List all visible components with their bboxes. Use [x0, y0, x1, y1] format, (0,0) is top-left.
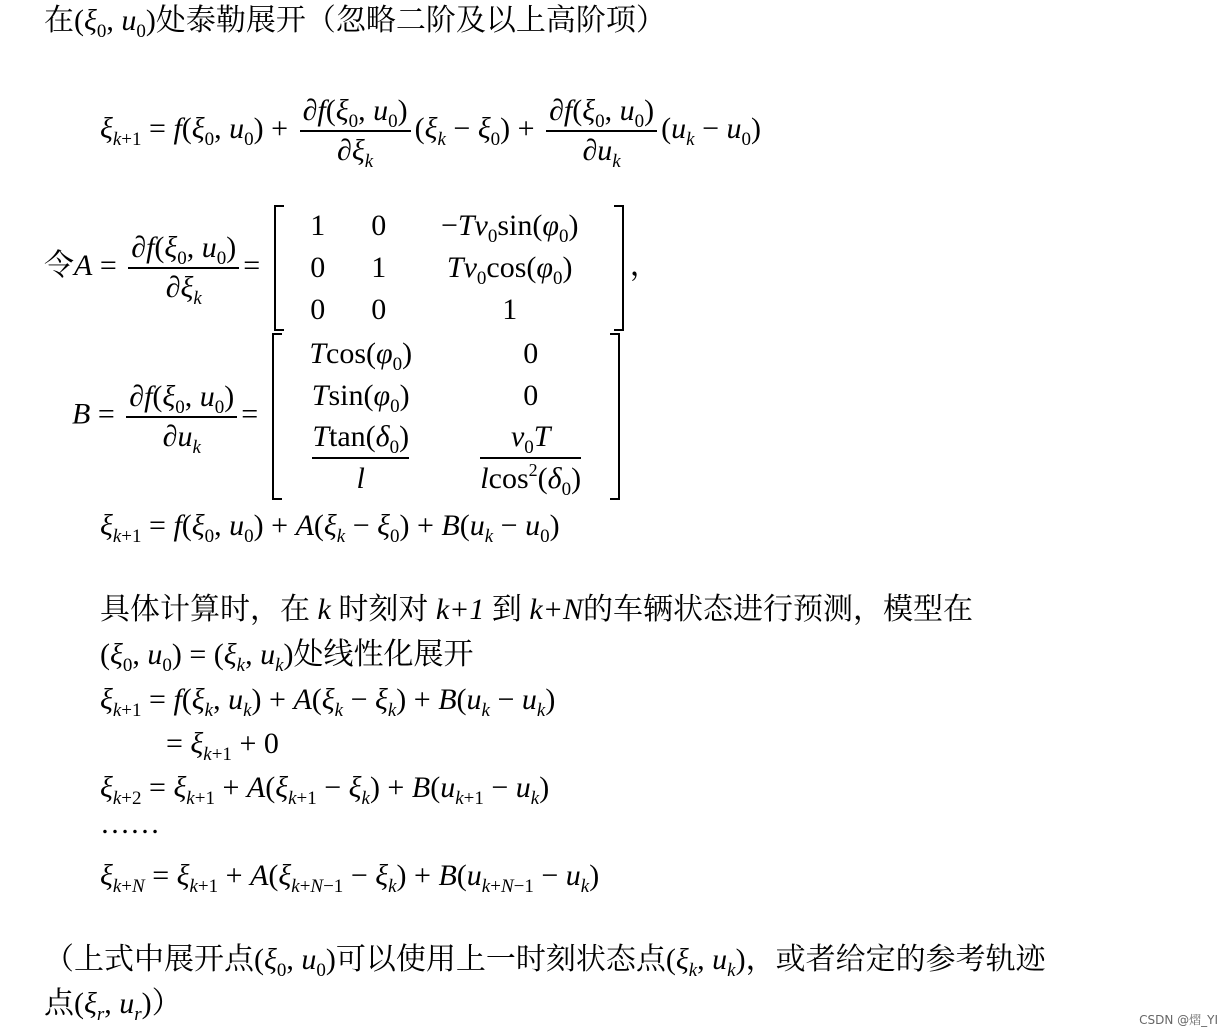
matrix-a: 1 0 $-Tv_0\sin(\varphi_0)$ 0 1 $Tv_0\cos(\varphi_0)$ 0 0 1 — [274, 205, 624, 331]
note-line2: 点($\xi_r$, $u_r$)） — [44, 987, 182, 1025]
para-text-3: 到 — [491, 593, 522, 626]
note-text-4: 点 — [44, 987, 74, 1020]
calc-paragraph-line1 — [100, 592, 973, 628]
intro-tail-text: 处泰勒展开（忽略二阶及以上高阶项） — [155, 4, 666, 37]
taylor-equation: $\xi_{k+1} = f(\xi_0$, $u_0$) + $\frac{\partial f(\xi_0, u_0)}{\partial\xi_k}$ $(\xi_k - \xi_0)$ + $\frac{\partial f(\xi_0, u_0)}{\partial u_k}$ $(u_k - u_0)$ — [100, 94, 761, 172]
para-text-4: 的车辆状态进行预测，模型在 — [582, 593, 973, 626]
note-text-3: ，或者给定的参考轨迹 — [745, 943, 1046, 976]
matrix-b: $Tcos(\varphi_0)$ 0 $Tsin(\varphi_0)$ 0 $\frac{Ttan(\delta_0)}{l}$ $\frac{v_0T}{lcos^2(\delta_0)}$ — [272, 333, 620, 500]
prediction-kn-equation: $\xi_{k+N} = \xi_{k+1} + A(\xi_{k+N-1} - \xi_k) + B(u_{k+N-1} - u_k)$ — [100, 859, 600, 897]
comma-text: ， — [629, 248, 660, 282]
note-text-2: 可以使用上一时刻状态点 — [335, 943, 666, 976]
ellipsis-line — [100, 806, 160, 842]
calc-paragraph-line2: ($\xi_0$, $u_0) = (\xi_k$, $u_k$)处线性化展开 — [100, 638, 474, 676]
intro-line: 在($\xi_0$, $u_0$)处泰勒展开（忽略二阶及以上高阶项） — [44, 4, 666, 42]
prediction-k1-simplified: = $\xi_{k+1} + 0$ — [166, 727, 279, 765]
prediction-k2-equation: $\xi_{k+2} = \xi_{k+1} + A(\xi_{k+1} - \xi_k) + B(u_{k+1} - u_k)$ — [100, 771, 550, 809]
matrix-a-equation: 令A = $\frac{\partial f(\xi_0, u_0)}{\partial\xi_k}$ = 1 0 $-Tv_0\sin(\varphi_0)$ 0 1 $Tv_0\cos(\varphi_0)$ 0 0 1 ， — [44, 205, 660, 331]
para-kn: k+N — [529, 593, 583, 626]
partial-f-u-fraction: $\frac{\partial f(\xi_0, u_0)}{\partial u_k}$ — [546, 92, 657, 170]
prediction-k1-equation: $\xi_{k+1} = f(\xi_k$, $u_k) + A(\xi_k - \xi_k) + B(u_k - u_k)$ — [100, 683, 556, 721]
para-text-1: 具体计算时，在 — [100, 593, 310, 626]
para-k1: k+1 — [435, 593, 485, 626]
para-text-5: 处线性化展开 — [293, 638, 474, 671]
watermark: CSDN @熠_YI — [1139, 1013, 1218, 1027]
note-text-5: ） — [151, 987, 182, 1020]
para-text-2: 时刻对 — [338, 593, 429, 626]
matrix-b-equation: B = $\frac{\partial f(\xi_0, u_0)}{\partial u_k}$ = $Tcos(\varphi_0)$ 0 $Tsin(\varphi_0)$ 0 $\frac{Ttan(\delta_0)}{l}$ $\frac{v_0T}{lcos^2(\delta_0)}$ — [72, 333, 626, 500]
matrix-a-fraction: $\frac{\partial f(\xi_0, u_0)}{\partial\xi_k}$ — [128, 229, 239, 307]
matrix-b-fraction: $\frac{\partial f(\xi_0, u_0)}{\partial u_k}$ — [126, 378, 237, 456]
note-line1: （上式中展开点($\xi_0$, $u_0$)可以使用上一时刻状态点($\xi_k$, $u_k$)，或者给定的参考轨迹 — [44, 943, 1046, 981]
ellipsis-text: …… — [100, 807, 160, 840]
linearized-equation: $\xi_{k+1} = f(\xi_0$, $u_0) + A(\xi_k - \xi_0) + B(u_k - u_0)$ — [100, 509, 560, 547]
let-text: 令 — [44, 248, 74, 282]
intro-text: 在 — [44, 4, 74, 37]
partial-f-xi-fraction: $\frac{\partial f(\xi_0, u_0)}{\partial\xi_k}$ — [300, 92, 411, 170]
note-text-1: （上式中展开点 — [44, 943, 254, 976]
para-k: k — [317, 593, 331, 626]
